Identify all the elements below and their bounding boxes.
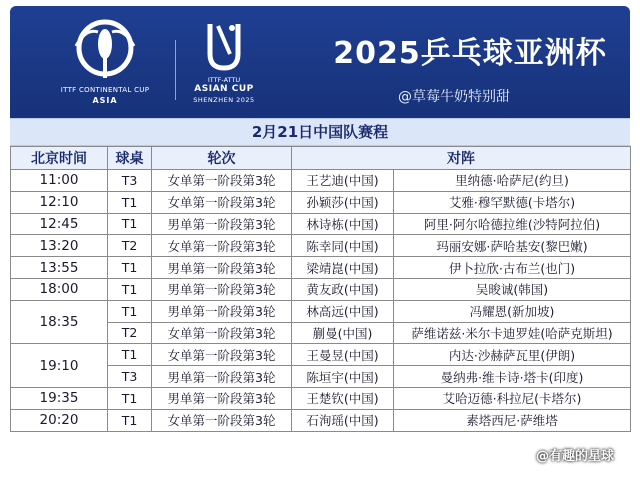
time-cell: 12:10 (11, 191, 108, 213)
date-bar: 2月21日中国队赛程 (10, 118, 630, 146)
opponent-cell: 里纳德·哈萨尼(约旦) (394, 170, 631, 192)
round-cell: 女单第一阶段第3轮 (152, 344, 292, 366)
round-cell: 女单第一阶段第3轮 (152, 409, 292, 431)
player-cell: 王曼昱(中国) (292, 344, 394, 366)
author-handle: @草莓牛奶特别甜 (398, 89, 510, 105)
round-cell: 男单第一阶段第3轮 (152, 366, 292, 388)
player-cell: 林诗栋(中国) (292, 213, 394, 235)
ittf-continental-cup-logo (50, 16, 160, 112)
page-title: 2025乒乓球亚洲杯 (333, 36, 607, 71)
round-cell: 女单第一阶段第3轮 (152, 235, 292, 257)
time-cell: 19:35 (11, 387, 108, 409)
opponent-cell: 吴晙诚(韩国) (394, 278, 631, 300)
table-cell: T3 (108, 366, 152, 388)
round-cell: 男单第一阶段第3轮 (152, 278, 292, 300)
watermark: @有趣的星球 (535, 449, 614, 464)
round-cell: 男单第一阶段第3轮 (152, 300, 292, 322)
time-cell: 12:45 (11, 213, 108, 235)
schedule-table (10, 146, 631, 432)
time-cell: 13:55 (11, 257, 108, 279)
table-cell: T1 (108, 278, 152, 300)
player-cell: 王艺迪(中国) (292, 170, 394, 192)
round-cell: 男单第一阶段第3轮 (152, 213, 292, 235)
opponent-cell: 萨维诺兹·米尔卡迪罗娃(哈萨克斯坦) (394, 322, 631, 344)
opponent-cell: 艾雅·穆罕默德(卡塔尔) (394, 191, 631, 213)
player-cell: 孙颖莎(中国) (292, 191, 394, 213)
table-cell: T3 (108, 170, 152, 192)
table-row (11, 300, 631, 322)
opponent-cell: 冯耀恩(新加坡) (394, 300, 631, 322)
player-cell: 黄友政(中国) (292, 278, 394, 300)
header-banner (10, 6, 630, 118)
time-cell: 11:00 (11, 170, 108, 192)
table-cell: T1 (108, 213, 152, 235)
round-cell: 男单第一阶段第3轮 (152, 257, 292, 279)
time-cell: 18:00 (11, 278, 108, 300)
table-cell: T1 (108, 300, 152, 322)
opponent-cell: 素塔西尼·萨维塔 (394, 409, 631, 431)
table-row (11, 409, 631, 431)
logo-right-line3: SHENZHEN 2025 (193, 96, 255, 104)
opponent-cell: 艾哈迈德·科拉尼(卡塔尔) (394, 387, 631, 409)
logo-left-line2: ASIA (92, 96, 118, 105)
round-cell: 女单第一阶段第3轮 (152, 170, 292, 192)
table-row (11, 213, 631, 235)
player-cell: 蒯曼(中国) (292, 322, 394, 344)
table-row (11, 278, 631, 300)
round-cell: 男单第一阶段第3轮 (152, 387, 292, 409)
col-header-round: 轮次 (152, 147, 292, 170)
logo-right-line1: ITTF-ATTU (207, 76, 241, 84)
table-row (11, 387, 631, 409)
time-cell: 13:20 (11, 235, 108, 257)
table-row (11, 170, 631, 192)
table-cell: T2 (108, 322, 152, 344)
player-cell: 陈垣宇(中国) (292, 366, 394, 388)
table-row (11, 257, 631, 279)
opponent-cell: 伊卜拉欣·古布兰(也门) (394, 257, 631, 279)
logo-divider (175, 40, 176, 100)
table-cell: T1 (108, 257, 152, 279)
opponent-cell: 曼纳弗·维卡诗·塔卡(印度) (394, 366, 631, 388)
player-cell: 林高远(中国) (292, 300, 394, 322)
table-cell: T1 (108, 344, 152, 366)
table-cell: T1 (108, 191, 152, 213)
col-header-time: 北京时间 (11, 147, 108, 170)
table-header-row (11, 147, 631, 170)
table-cell: T2 (108, 235, 152, 257)
opponent-cell: 内达·沙赫萨瓦里(伊朗) (394, 344, 631, 366)
round-cell: 女单第一阶段第3轮 (152, 191, 292, 213)
time-cell: 19:10 (11, 344, 108, 388)
table-cell: T1 (108, 409, 152, 431)
col-header-matchup: 对阵 (292, 147, 631, 170)
time-cell: 20:20 (11, 409, 108, 431)
logo-right-line2: ASIAN CUP (194, 84, 254, 94)
player-cell: 石洵瑶(中国) (292, 409, 394, 431)
time-cell: 18:35 (11, 300, 108, 344)
table-row (11, 191, 631, 213)
round-cell: 女单第一阶段第3轮 (152, 322, 292, 344)
col-header-table: 球桌 (108, 147, 152, 170)
opponent-cell: 阿里·阿尔哈德拉维(沙特阿拉伯) (394, 213, 631, 235)
table-row (11, 344, 631, 366)
asian-cup-logo (182, 20, 266, 112)
player-cell: 陈幸同(中国) (292, 235, 394, 257)
player-cell: 王楚钦(中国) (292, 387, 394, 409)
player-cell: 梁靖崑(中国) (292, 257, 394, 279)
logo-left-line1: ITTF CONTINENTAL CUP (60, 86, 150, 94)
table-cell: T1 (108, 387, 152, 409)
table-row (11, 235, 631, 257)
schedule-card (10, 6, 630, 478)
opponent-cell: 玛丽安娜·萨哈基安(黎巴嫩) (394, 235, 631, 257)
